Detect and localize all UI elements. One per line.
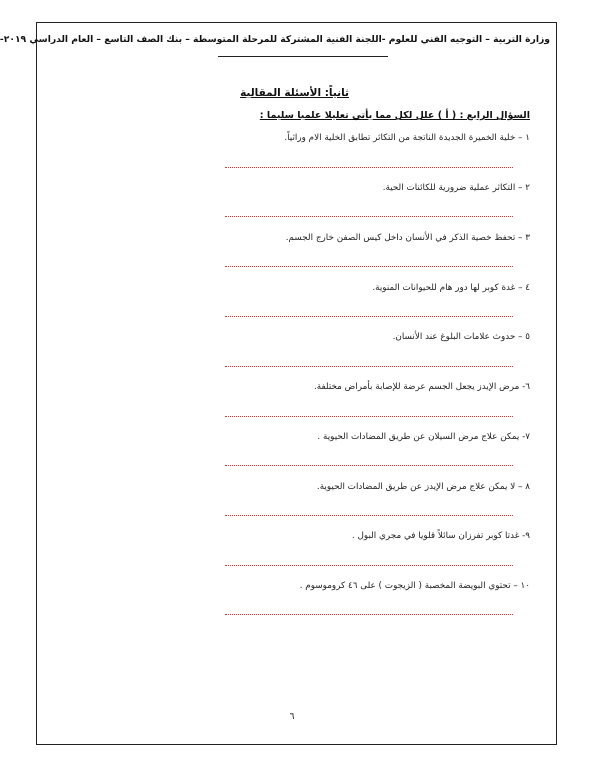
page-number: ٦ — [289, 712, 295, 722]
answer-line-7[interactable] — [225, 465, 513, 466]
answer-line-5[interactable] — [225, 366, 513, 367]
answer-line-4[interactable] — [225, 316, 513, 317]
question-item-4: ٤ – غدة كوبر لها دور هام للحيوانات المنوية. — [372, 283, 530, 293]
answer-line-9[interactable] — [225, 565, 513, 566]
question-item-7: ٧- يمكن علاج مرض السيلان عن طريق المضادات الحيوية . — [317, 432, 530, 442]
question-item-9: ٩- غدتا كوبر تفرزان سائلاً قلويا في مجري البول . — [351, 531, 530, 541]
header-text: وزارة التربية – التوجيه الفني للعلوم -اللجنة الفنية المشتركة للمرحلة المتوسطة – بنك الصف التاسع – العام الدراسي ٢٠١٩- — [0, 34, 550, 45]
answer-line-10[interactable] — [225, 614, 513, 615]
section-title: ثانياً: الأسئلة المقالية — [240, 87, 349, 99]
question-item-3: ٣ – تحفظ خصية الذكر في الأنسان داخل كيس الصفن خارج الجسم. — [285, 233, 530, 243]
answer-line-2[interactable] — [225, 216, 513, 217]
answer-line-6[interactable] — [225, 416, 513, 417]
question-item-2: ٢ – التكاثر عملية ضرورية للكائنات الحية. — [382, 183, 530, 193]
answer-line-8[interactable] — [225, 515, 513, 516]
question-item-6: ٦- مرض الإيدز يجعل الجسم عرضة للإصابة بأمراض مختلفة. — [313, 382, 530, 392]
question-item-10: ١٠ – تحتوي البويضة المخصبة ( الزيجوت ) على ٤٦ كروموسوم . — [299, 581, 530, 591]
answer-line-1[interactable] — [225, 167, 513, 168]
header-rule — [218, 56, 388, 57]
question-item-1: ١ – خلية الخميرة الجديدة الناتجة من التكاثر تطابق الخلية الام وراثياً. — [284, 133, 530, 143]
answer-line-3[interactable] — [225, 266, 513, 267]
question-item-5: ٥ – حدوث علامات البلوغ عند الأنسان. — [392, 332, 530, 342]
question-title: السؤال الرابع : ( أ ) علل لكل مما يأتي تعليلا علميا سليما : — [259, 110, 530, 121]
question-item-8: ٨ – لا يمكن علاج مرض الإيدز عن طريق المضادات الحيوية. — [316, 482, 530, 492]
